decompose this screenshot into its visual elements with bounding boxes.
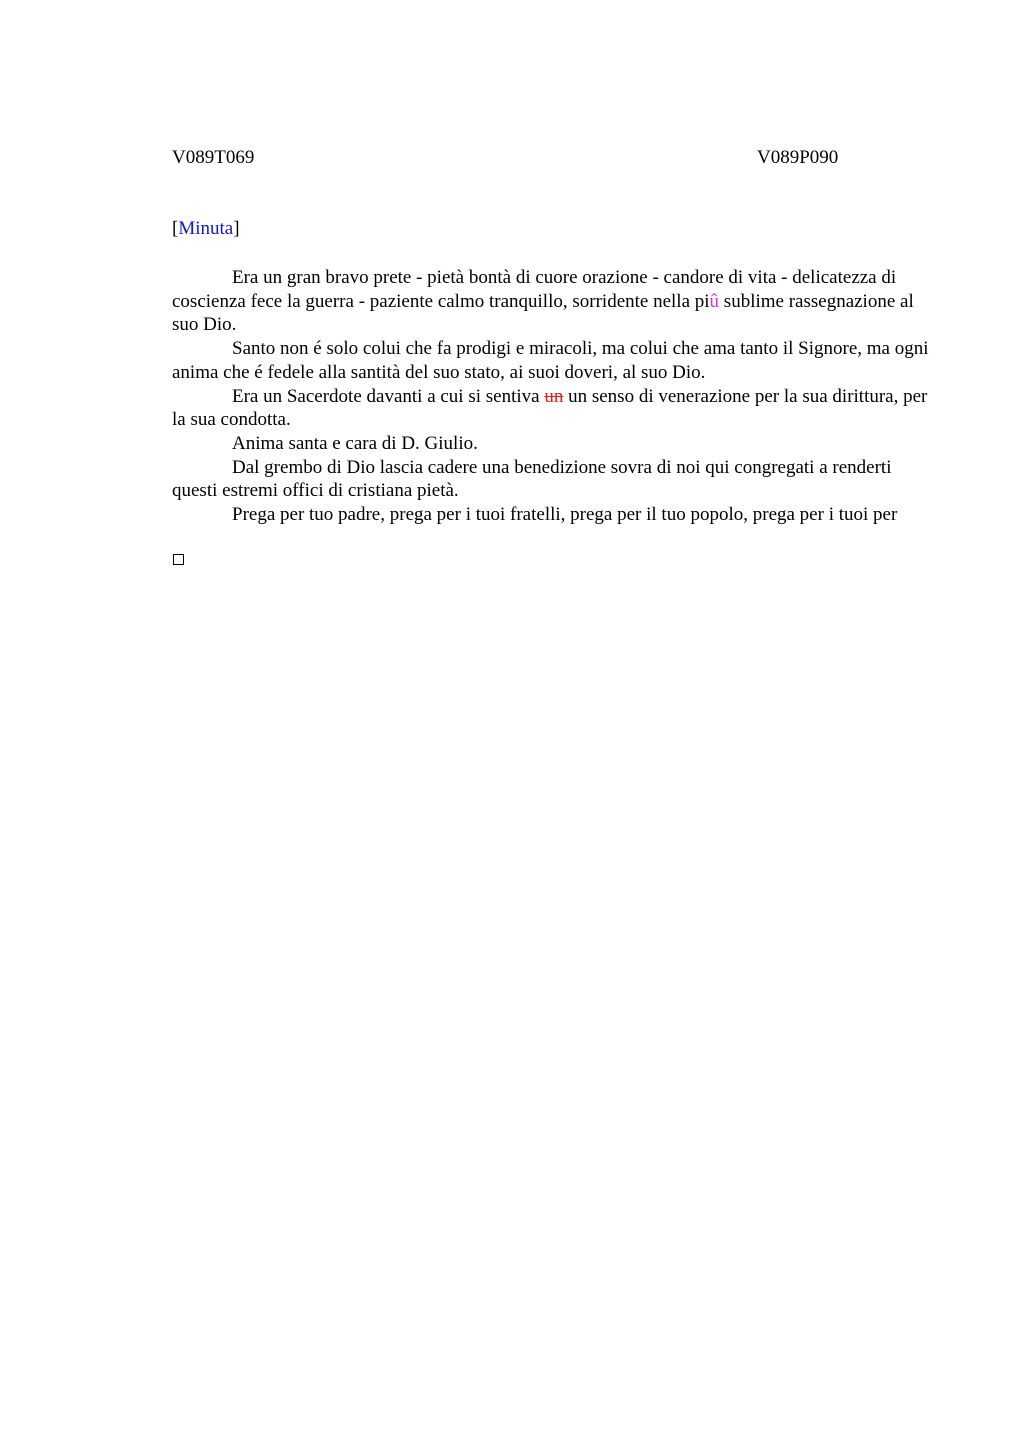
body-text: [172, 266, 932, 527]
document-code-left: V089T069: [172, 147, 255, 168]
paragraph-5: Dal grembo di Dio lascia cadere una benedizione sovra di noi qui congregati a renderti questi estremi offici di cristiana pietà.: [172, 456, 892, 502]
empty-square-icon: [173, 554, 184, 565]
paragraph-2: Santo non é solo colui che fa prodigi e miracoli, ma colui che ama tanto il Signore, ma ogni anima che é fedele alla santità del suo stato, ai suoi doveri, al suo Dio.: [172, 338, 929, 383]
paragraph-3-start: Era un Sacerdote davanti a cui si sentiva: [232, 385, 545, 407]
paragraph-4: Anima santa e cara di D. Giulio.: [232, 432, 478, 454]
minuta-label: Minuta: [178, 218, 234, 239]
paragraph-3-end: un senso di venerazione per la sua dirittura, per la sua condotta.: [172, 385, 928, 431]
inserted-character: û: [709, 290, 720, 312]
paragraph-3: [172, 385, 932, 432]
paragraph-1: [172, 266, 932, 337]
deleted-word: un: [544, 385, 564, 407]
open-bracket: [: [172, 218, 179, 239]
document-code-right: V089P090: [757, 147, 839, 168]
paragraph-1-end: sublime rassegnazione al suo Dio.: [172, 290, 914, 336]
close-bracket: ]: [233, 218, 240, 239]
section-label: [172, 218, 240, 240]
paragraph-6: Prega per tuo padre, prega per i tuoi fratelli, prega per il tuo popolo, prega per i tuoi per: [232, 504, 898, 526]
paragraph-1-start: Era un gran bravo prete - pietà bontà di cuore orazione - candore di vita - delicatezza di coscienza fece la guerra - paziente calmo tranquillo, sorridente nella pi: [172, 267, 897, 312]
